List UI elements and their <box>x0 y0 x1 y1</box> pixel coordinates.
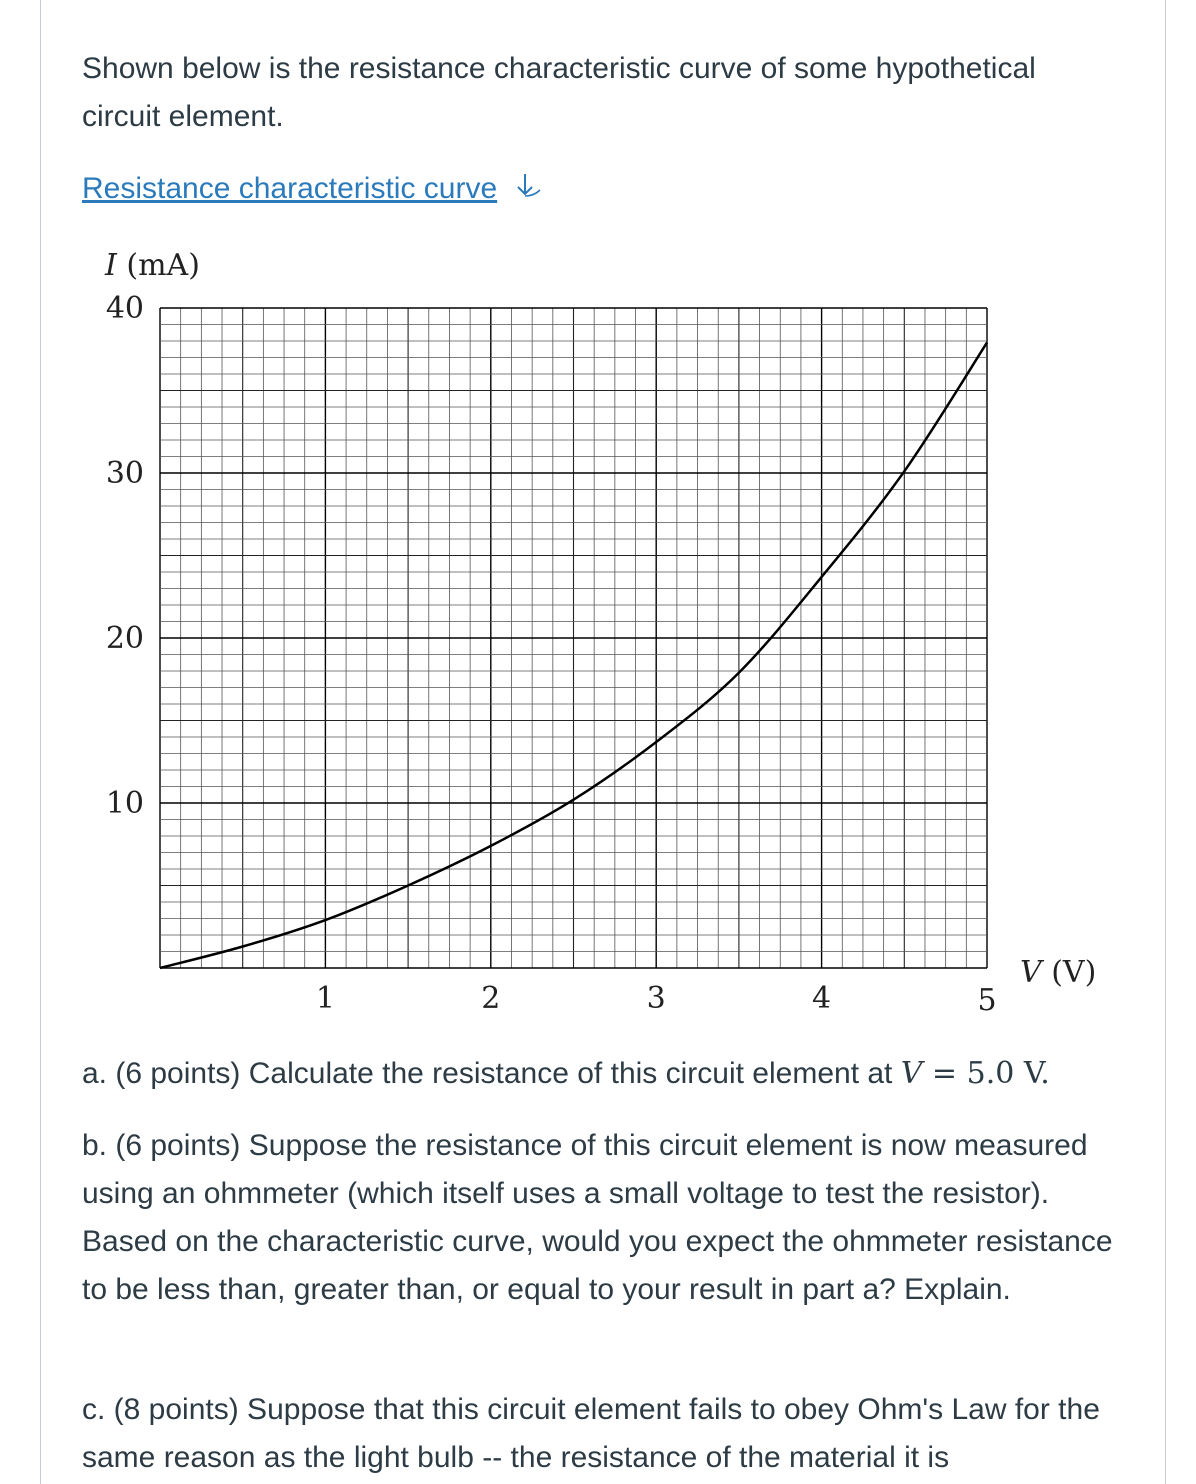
y-axis-label: I (mA) <box>105 248 200 283</box>
math-val: 5.0 V. <box>966 1056 1050 1091</box>
download-arrow-icon[interactable] <box>512 165 542 213</box>
math-var: V <box>900 1056 923 1091</box>
y-tick-label: 40 <box>105 291 144 326</box>
part-a-question <box>82 1050 1122 1098</box>
part-c-question: c. (8 points) Suppose that this circuit element fails to obey Ohm's Law for the same reason as the light bulb -- the resistance of the material it is <box>82 1393 1100 1474</box>
y-tick-label: 30 <box>105 456 144 491</box>
file-link-row <box>82 165 1122 213</box>
x-axis-label: V (V) <box>1020 955 1097 990</box>
x-tick-label: 5 <box>977 983 997 1018</box>
iv-chart <box>0 230 1196 1030</box>
part-b-question: b. (6 points) Suppose the resistance of this circuit element is now measured using an ohmmeter (which itself uses a small voltage to test the resistor). Based on the characteristic curve, would you expect the ohmmeter resistance to be less than, greater than, or equal to your result in part a? Explain. <box>82 1129 1113 1306</box>
y-tick-label: 10 <box>105 786 144 821</box>
arrow-down-icon <box>512 172 542 198</box>
chart-labels <box>104 248 1096 1018</box>
question-intro: Shown below is the resistance characteristic curve of some hypothetical circuit element. <box>82 52 1036 133</box>
x-tick-label: 2 <box>481 981 501 1016</box>
x-tick-label: 3 <box>646 981 666 1016</box>
chart-grid <box>160 308 987 968</box>
x-tick-label: 1 <box>315 981 335 1016</box>
resistance-curve-link[interactable]: Resistance characteristic curve <box>82 172 498 205</box>
x-tick-label: 4 <box>812 981 832 1016</box>
y-tick-label: 20 <box>105 621 144 656</box>
part-a-math <box>901 1056 1050 1091</box>
math-eq: = <box>922 1056 967 1091</box>
part-a-text: a. (6 points) Calculate the resistance of this circuit element at <box>82 1057 901 1090</box>
